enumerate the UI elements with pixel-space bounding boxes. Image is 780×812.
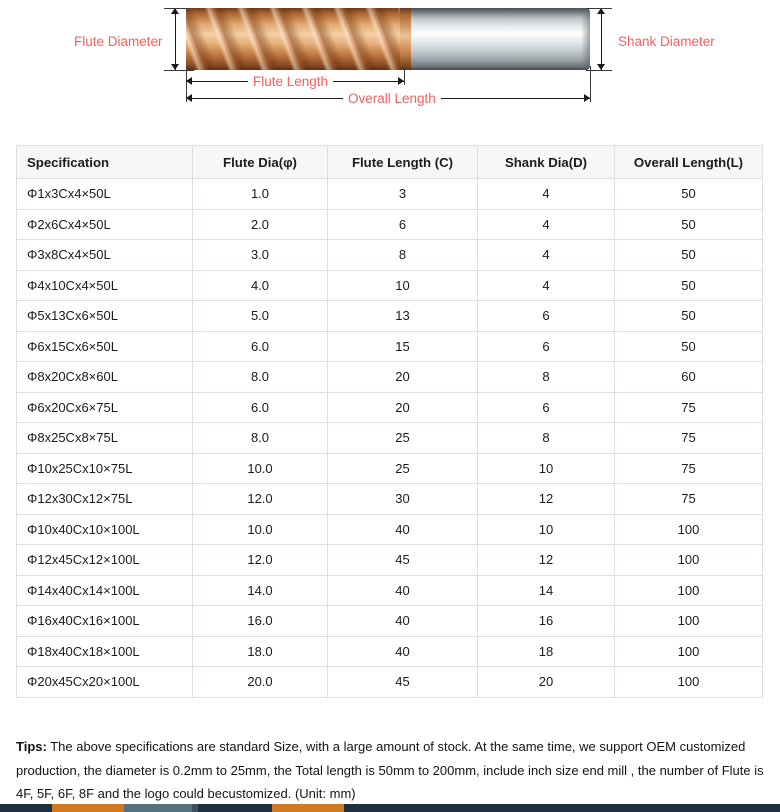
cell-shank-dia: 12 (478, 545, 615, 576)
column-header-specification: Specification (17, 146, 193, 179)
cell-overall-length: 100 (615, 575, 763, 606)
end-mill-tool-illustration (186, 8, 590, 70)
cell-spec: Φ12x45Cx12×100L (17, 545, 193, 576)
cell-spec: Φ14x40Cx14×100L (17, 575, 193, 606)
cell-overall-length: 50 (615, 331, 763, 362)
cell-flute-dia: 16.0 (193, 606, 328, 637)
column-header-overall-length: Overall Length(L) (615, 146, 763, 179)
cell-overall-length: 100 (615, 667, 763, 698)
table-row (17, 514, 763, 545)
shank-diameter-dimension-line (601, 8, 602, 70)
cell-flute-length: 40 (328, 636, 478, 667)
column-header-flute-length: Flute Length (C) (328, 146, 478, 179)
overall-end-extension-line (590, 66, 591, 102)
cell-flute-dia: 12.0 (193, 484, 328, 515)
cell-flute-dia: 6.0 (193, 392, 328, 423)
cell-shank-dia: 10 (478, 453, 615, 484)
tips-text: The above specifications are standard Size, with a large amount of stock. At the same time, we support OEM customized production, the diameter is 0.2mm to 25mm, the Total length is 50mm to 200mm, include inch size end mill , the number of Flute is 4F, 5F, 6F, 8F and the logo could becustomized. (Unit: mm) (16, 739, 764, 801)
cell-shank-dia: 20 (478, 667, 615, 698)
cell-overall-length: 100 (615, 545, 763, 576)
cell-flute-length: 15 (328, 331, 478, 362)
flute-length-arrow-right (398, 77, 404, 85)
cell-overall-length: 50 (615, 240, 763, 271)
flute-diameter-dimension-line (175, 8, 176, 70)
footer-bar-segment (192, 804, 198, 812)
footer-bar-segment (124, 804, 192, 812)
table-row (17, 179, 763, 210)
cell-shank-dia: 14 (478, 575, 615, 606)
table-row (17, 301, 763, 332)
shank-diameter-extension-top (586, 8, 612, 9)
cell-flute-dia: 20.0 (193, 667, 328, 698)
cell-shank-dia: 6 (478, 392, 615, 423)
column-header-flute-dia: Flute Dia(φ) (193, 146, 328, 179)
cell-flute-length: 13 (328, 301, 478, 332)
table-row (17, 453, 763, 484)
cell-spec: Φ2x6Cx4×50L (17, 209, 193, 240)
cell-spec: Φ1x3Cx4×50L (17, 179, 193, 210)
cell-overall-length: 100 (615, 514, 763, 545)
cell-flute-dia: 1.0 (193, 179, 328, 210)
cell-overall-length: 100 (615, 636, 763, 667)
cell-spec: Φ8x20Cx8×60L (17, 362, 193, 393)
cell-flute-length: 6 (328, 209, 478, 240)
cell-shank-dia: 4 (478, 270, 615, 301)
table-row (17, 545, 763, 576)
cell-overall-length: 75 (615, 423, 763, 454)
cell-flute-dia: 6.0 (193, 331, 328, 362)
table-header-row (17, 146, 763, 179)
cell-overall-length: 50 (615, 301, 763, 332)
table-row (17, 392, 763, 423)
cell-spec: Φ6x15Cx6×50L (17, 331, 193, 362)
cell-spec: Φ5x13Cx6×50L (17, 301, 193, 332)
cell-shank-dia: 6 (478, 301, 615, 332)
cell-overall-length: 60 (615, 362, 763, 393)
cell-flute-length: 10 (328, 270, 478, 301)
cell-spec: Φ20x45Cx20×100L (17, 667, 193, 698)
table-header (17, 146, 763, 179)
overall-length-arrow-right (584, 94, 590, 102)
cell-spec: Φ6x20Cx6×75L (17, 392, 193, 423)
overall-length-label: Overall Length (343, 91, 441, 106)
cell-flute-length: 3 (328, 179, 478, 210)
cell-flute-length: 25 (328, 453, 478, 484)
cell-overall-length: 75 (615, 484, 763, 515)
cell-flute-length: 40 (328, 606, 478, 637)
cell-shank-dia: 6 (478, 331, 615, 362)
tips-note (16, 735, 764, 806)
shank-section (411, 8, 590, 70)
cell-shank-dia: 4 (478, 209, 615, 240)
overall-length-arrow-left (186, 94, 192, 102)
footer-bar-segment (52, 804, 124, 812)
cell-flute-length: 45 (328, 545, 478, 576)
cell-flute-dia: 8.0 (193, 362, 328, 393)
cell-overall-length: 50 (615, 209, 763, 240)
flute-diameter-label: Flute Diameter (74, 34, 163, 49)
cell-shank-dia: 10 (478, 514, 615, 545)
cell-flute-dia: 5.0 (193, 301, 328, 332)
cell-spec: Φ8x25Cx8×75L (17, 423, 193, 454)
cell-flute-length: 40 (328, 575, 478, 606)
table-row (17, 362, 763, 393)
table-row (17, 636, 763, 667)
table-row (17, 240, 763, 271)
cell-overall-length: 50 (615, 270, 763, 301)
cell-flute-length: 20 (328, 362, 478, 393)
cell-flute-length: 40 (328, 514, 478, 545)
table-row (17, 423, 763, 454)
cell-spec: Φ12x30Cx12×75L (17, 484, 193, 515)
flute-length-label: Flute Length (248, 74, 333, 89)
cell-flute-dia: 18.0 (193, 636, 328, 667)
cell-flute-dia: 2.0 (193, 209, 328, 240)
cell-flute-dia: 8.0 (193, 423, 328, 454)
cell-spec: Φ18x40Cx18×100L (17, 636, 193, 667)
cell-spec: Φ10x40Cx10×100L (17, 514, 193, 545)
shank-diameter-label: Shank Diameter (618, 34, 715, 49)
specification-table (16, 145, 763, 698)
table-row (17, 209, 763, 240)
cell-shank-dia: 18 (478, 636, 615, 667)
table-row (17, 331, 763, 362)
table-row (17, 667, 763, 698)
cell-spec: Φ4x10Cx4×50L (17, 270, 193, 301)
table-body (17, 179, 763, 698)
cell-overall-length: 75 (615, 453, 763, 484)
flute-section (186, 8, 404, 70)
page-footer-bar (0, 804, 780, 812)
flute-length-arrow-left (186, 77, 192, 85)
cell-spec: Φ10x25Cx10×75L (17, 453, 193, 484)
cell-flute-length: 30 (328, 484, 478, 515)
cell-flute-dia: 10.0 (193, 453, 328, 484)
flute-diameter-extension-top (164, 8, 188, 9)
cell-spec: Φ3x8Cx4×50L (17, 240, 193, 271)
cell-shank-dia: 16 (478, 606, 615, 637)
cell-flute-dia: 3.0 (193, 240, 328, 271)
cell-overall-length: 75 (615, 392, 763, 423)
cell-shank-dia: 8 (478, 423, 615, 454)
footer-bar-segment (272, 804, 344, 812)
cell-shank-dia: 4 (478, 179, 615, 210)
cell-flute-dia: 10.0 (193, 514, 328, 545)
cell-shank-dia: 8 (478, 362, 615, 393)
cell-shank-dia: 4 (478, 240, 615, 271)
cell-flute-dia: 14.0 (193, 575, 328, 606)
cell-spec: Φ16x40Cx16×100L (17, 606, 193, 637)
table-row (17, 484, 763, 515)
cell-flute-length: 25 (328, 423, 478, 454)
cell-overall-length: 100 (615, 606, 763, 637)
cell-overall-length: 50 (615, 179, 763, 210)
cell-flute-length: 45 (328, 667, 478, 698)
table-row (17, 575, 763, 606)
cell-shank-dia: 12 (478, 484, 615, 515)
table-row (17, 270, 763, 301)
table-row (17, 606, 763, 637)
end-mill-dimension-diagram (0, 0, 780, 128)
column-header-shank-dia: Shank Dia(D) (478, 146, 615, 179)
cell-flute-dia: 12.0 (193, 545, 328, 576)
cell-flute-dia: 4.0 (193, 270, 328, 301)
flute-end-extension-line (404, 66, 405, 85)
tips-label: Tips: (16, 739, 47, 754)
flute-diameter-extension-bottom (164, 70, 194, 71)
cell-flute-length: 8 (328, 240, 478, 271)
cell-flute-length: 20 (328, 392, 478, 423)
specification-table-container (16, 145, 762, 698)
